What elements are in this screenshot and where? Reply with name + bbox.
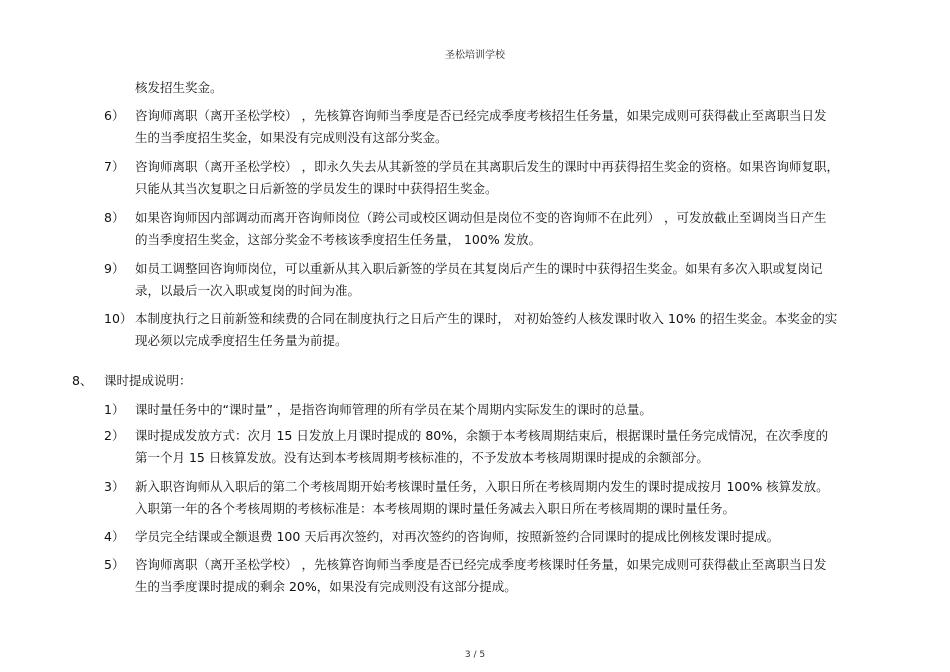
item-text: 只能从其当次复职之日后新签的学员发生的课时中获得招生奖金。	[135, 181, 498, 196]
item-text: 咨询师离职（离开圣松学校） ，先核算咨询师当季度是否已经完成季度考核课时任务量，如果完成则可获得截止至离职当日发	[135, 557, 827, 572]
item-text: 咨询师离职（离开圣松学校） ，先核算咨询师当季度是否已经完成季度考核招生任务量，如果完成则可获得截止至离职当日发	[135, 108, 827, 123]
item-number: 8）	[104, 210, 125, 225]
item-text: 现必须以完成季度招生任务量为前提。	[135, 333, 348, 348]
item-text: 录，以最后一次入职或复岗的时间为准。	[135, 283, 361, 298]
page-number: 3 / 5	[464, 650, 486, 660]
item-text: 学员完全结课或全额退费 100 天后再次签约，对再次签约的咨询师，按照新签约合同课时的提成比例核发课时提成。	[135, 529, 780, 544]
item-number: 3）	[104, 479, 125, 494]
item-text: 第一个月 15 日核算发放。没有达到本考核周期考核标准的，不予发放本考核周期课时提成的余额部分。	[135, 450, 709, 465]
item-text: 本制度执行之日前新签和续费的合同在制度执行之日后产生的课时， 对初始签约人核发课时收入 10% 的招生奖金。本奖金的实	[135, 311, 838, 326]
section-title: 课时提成说明：	[104, 373, 192, 388]
item-text: 咨询师离职（离开圣松学校） ，即永久失去从其新签的学员在其离职后发生的课时中再获得招生奖金的资格。如果咨询师复职，	[135, 159, 839, 174]
item-number: 4）	[104, 529, 125, 544]
item-text: 如果咨询师因内部调动而离开咨询师岗位（跨公司或校区调动但是岗位不变的咨询师不在此列） ，可发放截止至调岗当日产生	[135, 210, 827, 225]
item-text: 课时量任务中的“课时量” ，是指咨询师管理的所有学员在某个周期内实际发生的课时的总量。	[135, 402, 652, 417]
item-number: 10）	[104, 311, 133, 326]
item-number: 1）	[104, 402, 125, 417]
item-number: 6）	[104, 108, 125, 123]
item-number: 5）	[104, 557, 125, 572]
section-number: 8、	[72, 373, 93, 388]
item-number: 7）	[104, 159, 125, 174]
item-number: 2）	[104, 428, 125, 443]
item-text: 新入职咨询师从入职后的第二个考核周期开始考核课时量任务，入职日所在考核周期内发生的课时提成按月 100% 核算发放。	[135, 479, 829, 494]
item-text: 生的当季度课时提成的剩余 20%，如果没有完成则没有这部分提成。	[135, 579, 517, 594]
item-number: 9）	[104, 261, 125, 276]
item-text: 课时提成发放方式：次月 15 日发放上月课时提成的 80%，余额于本考核周期结束后，根据课时量任务完成情况，在次季度的	[135, 428, 829, 443]
item-text: 如员工调整回咨询师岗位，可以重新从其入职后新签的学员在其复岗后产生的课时中获得招生奖金。如果有多次入职或复岗记	[135, 261, 823, 276]
item-text: 入职第一年的各个考核周期的考核标准是：本考核周期的课时量任务减去入职日所在考核周期的课时量任务。	[135, 501, 736, 516]
continued-text: 核发招生奖金。	[135, 80, 223, 95]
item-text: 生的当季度招生奖金，如果没有完成则没有这部分奖金。	[135, 130, 448, 145]
item-text: 的当季度招生奖金，这部分奖金不考核该季度招生任务量， 100% 发放。	[135, 232, 542, 247]
page-header: 圣松培训学校	[445, 50, 505, 61]
